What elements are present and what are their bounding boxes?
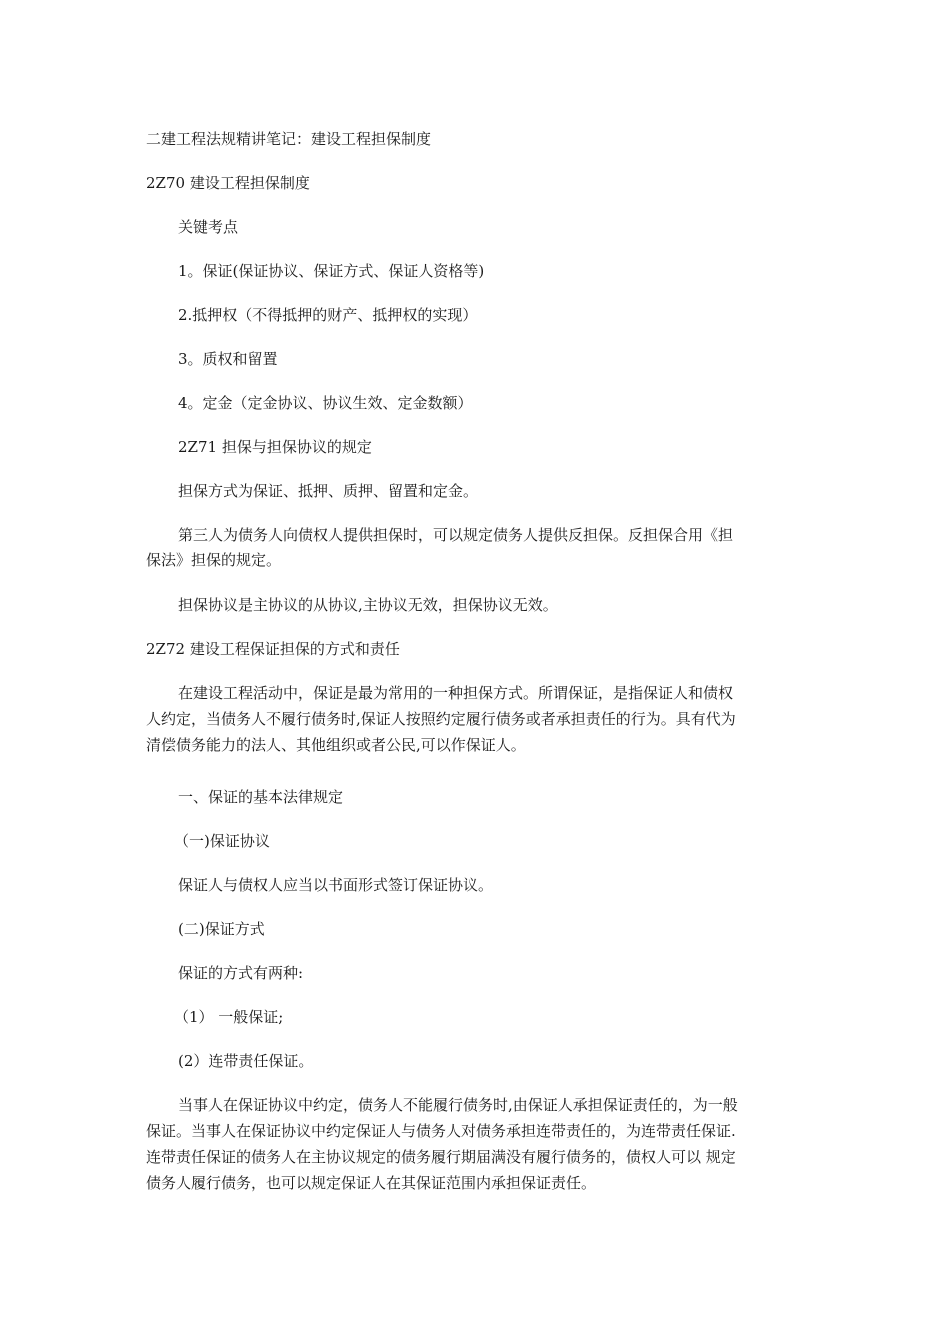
paragraph-guarantee-definition-line-2: 人约定，当债务人不履行债务时,保证人按照约定履行债务或者承担责任的行为。具有代为	[146, 710, 736, 728]
key-point-item: 1。保证(保证协议、保证方式、保证人资格等)	[178, 262, 485, 280]
paragraph-counter-guarantee-line-2: 保法》担保的规定。	[146, 551, 282, 569]
subheading-basic-rules: 一、保证的基本法律规定	[178, 788, 344, 806]
paragraph-guarantee-methods: 担保方式为保证、抵押、质押、留置和定金。	[178, 482, 479, 500]
key-point-item: 2.抵押权（不得抵押的财产、抵押权的实现）	[178, 306, 478, 324]
paragraph-liability-line-1: 当事人在保证协议中约定，债务人不能履行债务时,由保证人承担保证责任的，为一般	[178, 1096, 738, 1114]
paragraph-guarantee-definition-line-1: 在建设工程活动中，保证是最为常用的一种担保方式。所谓保证，是指保证人和债权	[178, 684, 734, 702]
key-point-item: 4。定金（定金协议、协议生效、定金数额）	[178, 394, 473, 412]
key-point-item: 3。质权和留置	[178, 350, 278, 368]
subheading-guarantee-method: (二)保证方式	[178, 920, 265, 938]
paragraph-liability-line-3: 连带责任保证的债务人在主协议规定的债务履行期届满没有履行债务的，债权人可以 规定	[146, 1148, 736, 1166]
paragraph-written-agreement: 保证人与债权人应当以书面形式签订保证协议。	[178, 876, 494, 894]
subheading-guarantee-agreement: （一)保证协议	[174, 832, 270, 850]
paragraph-guarantee-definition-line-3: 清偿债务能力的法人、其他组织或者公民,可以作保证人。	[146, 736, 526, 754]
section-heading-2z72: 2Z72 建设工程保证担保的方式和责任	[146, 640, 400, 658]
paragraph-subsidiary-agreement: 担保协议是主协议的从协议,主协议无效，担保协议无效。	[178, 596, 558, 614]
paragraph-two-methods: 保证的方式有两种:	[178, 964, 304, 982]
section-heading-2z70: 2Z70 建设工程担保制度	[146, 174, 310, 192]
section-heading-2z71: 2Z71 担保与担保协议的规定	[178, 438, 372, 456]
document-title: 二建工程法规精讲笔记：建设工程担保制度	[146, 130, 432, 148]
paragraph-liability-line-4: 债务人履行债务，也可以规定保证人在其保证范围内承担保证责任。	[146, 1174, 597, 1192]
paragraph-counter-guarantee-line-1: 第三人为债务人向债权人提供担保时，可以规定债务人提供反担保。反担保合用《担	[178, 526, 734, 544]
method-item-general: （1） 一般保证;	[174, 1008, 284, 1026]
paragraph-liability-line-2: 保证。当事人在保证协议中约定保证人与债务人对债务承担连带责任的，为连带责任保证.	[146, 1122, 736, 1140]
method-item-joint: (2）连带责任保证。	[178, 1052, 314, 1070]
key-points-heading: 关键考点	[178, 218, 239, 236]
